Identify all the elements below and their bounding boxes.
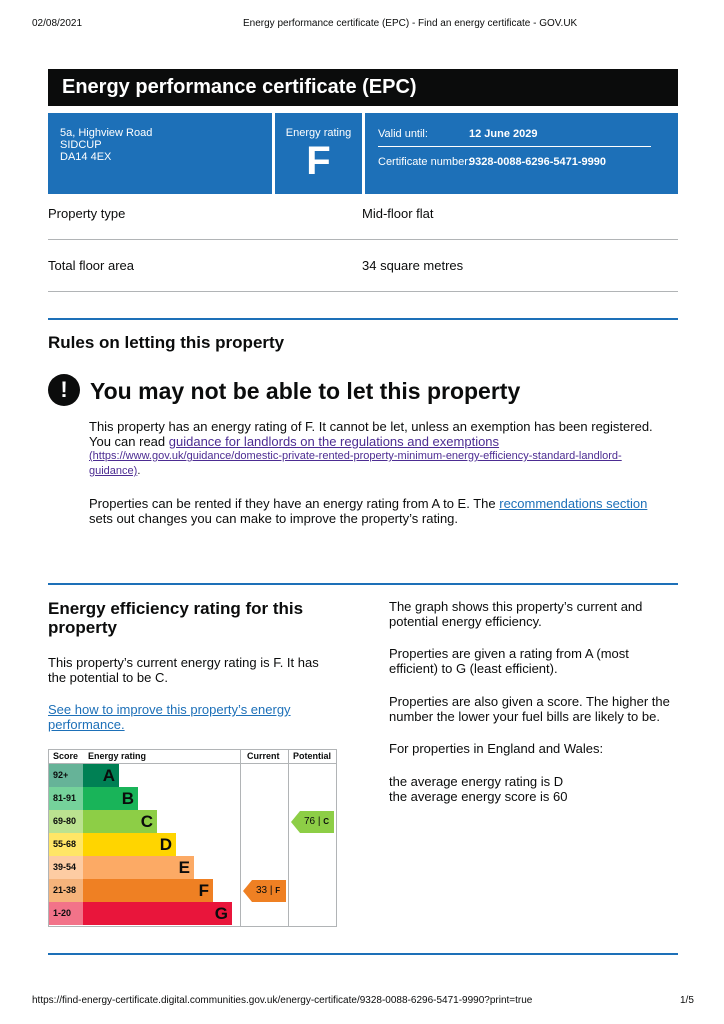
valid-until-date: 12 June 2029 <box>469 128 538 140</box>
improve-link[interactable] <box>48 702 291 732</box>
chart-current-divider <box>240 750 241 926</box>
energy-rating-label: Energy rating <box>285 127 352 139</box>
current-rating-line-1: This property’s current energy rating is F. It has <box>48 655 319 670</box>
energy-rating-box <box>275 113 362 194</box>
band-letter-a: A <box>102 766 115 785</box>
current-rating-arrow-score: 33 | <box>256 885 276 896</box>
print-date: 02/08/2021 <box>32 18 83 29</box>
certificate-title: Energy performance certificate (EPC) <box>48 69 678 106</box>
graph-description-line-1: The graph shows this property’s current and <box>389 599 643 614</box>
rating-description-line-2: efficient) to G (least efficient). <box>389 661 558 676</box>
score-description <box>389 694 670 724</box>
warning-title: You may not be able to let this property <box>90 378 521 404</box>
band-score-g: 1-20 <box>49 902 83 925</box>
property-type-value: Mid-floor flat <box>362 206 434 221</box>
potential-rating-arrow-tip <box>291 811 300 833</box>
band-score-b: 81-91 <box>49 787 83 810</box>
band-score-f: 21-38 <box>49 879 83 902</box>
floor-area-label: Total floor area <box>48 258 134 273</box>
guidance-link[interactable]: guidance for landlords on the regulations and exemptions <box>168 434 500 449</box>
chart-potential-divider <box>288 750 289 926</box>
section-divider-2 <box>48 583 678 585</box>
current-rating-arrow <box>243 880 286 902</box>
section-divider-3 <box>48 953 678 955</box>
efficiency-heading-line-2: property <box>48 618 117 637</box>
potential-rating-arrow <box>291 811 334 833</box>
band-e <box>83 856 194 879</box>
chart-header-current: Current <box>247 751 280 761</box>
letting-text-prefix: You can read <box>89 434 169 449</box>
average-text <box>389 774 568 804</box>
print-page-title: Energy performance certificate (EPC) - Find an energy certificate - GOV.UK <box>243 18 578 29</box>
current-rating-arrow-tip <box>243 880 252 902</box>
chart-header-score: Score <box>53 751 79 761</box>
letting-text-line-1: This property has an energy rating of F. It cannot be let, unless an exemption has been registered. <box>89 419 653 434</box>
england-wales-text: For properties in England and Wales: <box>389 741 604 756</box>
score-description-line-1: Properties are also given a score. The higher the <box>389 694 670 709</box>
letting-paragraph-1 <box>89 419 689 479</box>
letting-paragraph-2 <box>89 496 689 526</box>
band-a <box>83 764 119 787</box>
rating-description <box>389 646 629 676</box>
current-rating-text <box>48 655 319 685</box>
letting-rules-heading: Rules on letting this property <box>48 333 285 352</box>
certificate-number: 9328-0088-6296-5471-9990 <box>469 156 607 168</box>
address-line-3: DA14 4EX <box>60 151 112 163</box>
recommendations-link[interactable]: recommendations section <box>499 496 648 511</box>
band-score-e: 39-54 <box>49 856 83 879</box>
band-score-c: 69-80 <box>49 810 83 833</box>
average-rating-text: the average energy rating is D <box>389 774 564 789</box>
guidance-url-end: . <box>137 465 141 477</box>
print-page-number: 1/5 <box>680 995 694 1006</box>
address-line-1: 5a, Highview Road <box>60 127 153 139</box>
epc-rating-chart <box>48 749 337 927</box>
score-description-line-2: number the lower your fuel bills are likely to be. <box>389 709 660 724</box>
potential-rating-arrow-rating: C <box>323 817 330 826</box>
guidance-url-line-1[interactable]: (https://www.gov.uk/guidance/domestic-private-rented-property-minimum-energy-efficiency-standard-landlord- <box>89 450 622 462</box>
letting-text-2-prefix: Properties can be rented if they have an energy rating from A to E. The <box>89 496 500 511</box>
address-line-2: SIDCUP <box>60 139 102 151</box>
improve-link-line-2[interactable]: performance. <box>48 717 125 732</box>
energy-rating-letter: F <box>306 139 331 183</box>
guidance-url-line-2[interactable]: guidance) <box>89 465 138 477</box>
band-letter-d: D <box>159 835 172 854</box>
band-score-d: 55-68 <box>49 833 83 856</box>
band-letter-c: C <box>140 812 153 831</box>
efficiency-heading-line-1: Energy efficiency rating for this <box>48 599 304 618</box>
efficiency-heading <box>48 599 303 637</box>
band-letter-f: F <box>198 881 209 900</box>
validity-divider <box>378 146 651 147</box>
valid-until-label: Valid until: <box>378 128 428 140</box>
band-score-a: 92+ <box>49 764 83 787</box>
chart-header-rating: Energy rating <box>88 751 147 761</box>
average-score-text: the average energy score is 60 <box>389 789 568 804</box>
graph-description <box>389 599 642 629</box>
floor-area-row <box>48 240 678 292</box>
valid-until-row <box>378 128 538 140</box>
property-type-label: Property type <box>48 206 126 221</box>
band-b <box>83 787 138 810</box>
potential-rating-arrow-score: 76 | <box>304 816 324 827</box>
graph-description-line-2: potential energy efficiency. <box>389 614 542 629</box>
letting-text-2-suffix: sets out changes you can make to improve the property’s rating. <box>89 511 459 526</box>
warning-icon: ! <box>48 374 80 406</box>
band-letter-b: B <box>121 789 134 808</box>
band-d <box>83 833 176 856</box>
potential-rating-arrow-body <box>300 811 334 833</box>
print-url: https://find-energy-certificate.digital.communities.gov.uk/energy-certificate/9328-0088-6296-5471-9990?print=true <box>32 995 533 1006</box>
improve-link-line-1[interactable]: See how to improve this property’s energy <box>48 702 291 717</box>
rating-description-line-1: Properties are given a rating from A (most <box>389 646 629 661</box>
certificate-number-row <box>378 156 607 168</box>
current-rating-arrow-rating: F <box>275 886 281 895</box>
property-type-row <box>48 194 678 240</box>
section-divider <box>48 318 678 320</box>
band-g <box>83 902 232 925</box>
validity-box <box>365 113 678 194</box>
band-letter-e: E <box>178 858 190 877</box>
current-rating-arrow-body <box>252 880 286 902</box>
band-c <box>83 810 157 833</box>
chart-header-potential: Potential <box>293 751 332 761</box>
certificate-number-label: Certificate number: <box>378 156 471 168</box>
band-f <box>83 879 213 902</box>
band-letter-g: G <box>214 904 228 923</box>
current-rating-line-2: the potential to be C. <box>48 670 168 685</box>
address-box <box>48 113 272 194</box>
floor-area-value: 34 square metres <box>362 258 464 273</box>
